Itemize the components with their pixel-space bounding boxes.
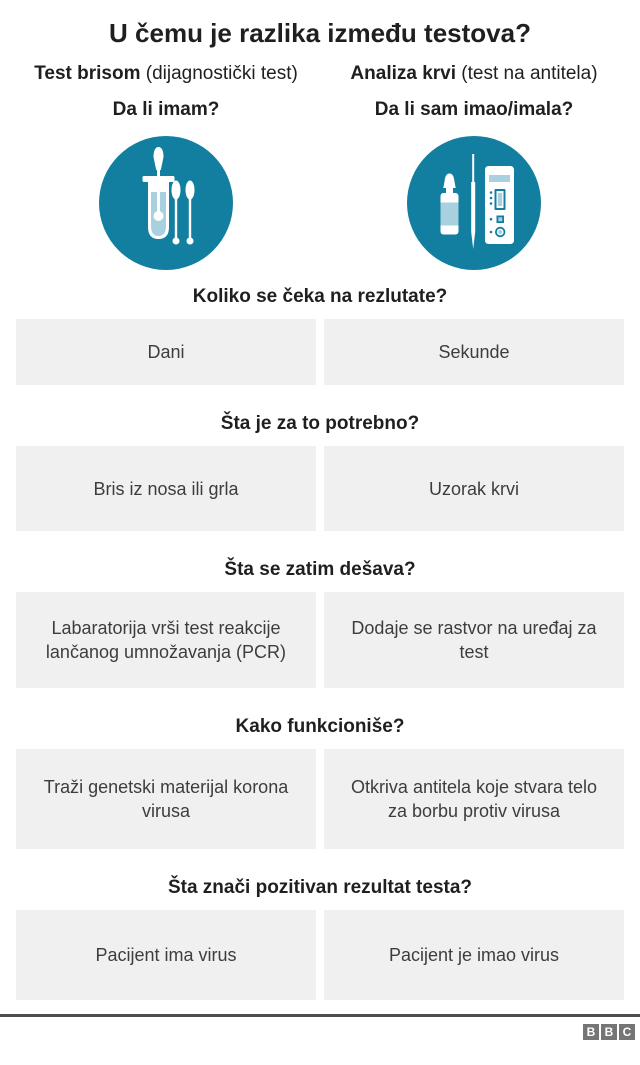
column-swab-test xyxy=(16,48,316,122)
column-blood-test xyxy=(324,48,624,122)
answer-row-positive-result xyxy=(16,910,624,1000)
section-heading-positive-result: Šta znači pozitivan rezultat testa? xyxy=(167,877,473,898)
bbc-logo-block: B xyxy=(601,1024,617,1040)
answer-cell: Pacijent je imao virus xyxy=(324,910,624,1000)
blood-antibody-test-icon xyxy=(324,136,624,270)
answer-cell: Traži genetski materijal korona virusa xyxy=(16,749,316,849)
blood-test-name-rest: (test na antitela) xyxy=(456,63,598,84)
answer-cell: Dani xyxy=(16,319,316,385)
answer-cell: Dodaje se rastvor na uređaj za test xyxy=(324,592,624,688)
answer-row-wait-time xyxy=(16,319,624,385)
answer-row-how-it-works xyxy=(16,749,624,849)
swab-test-icon xyxy=(16,136,316,270)
section-heading-how-it-works: Kako funkcioniše? xyxy=(235,716,405,737)
blood-test-name-bold: Analiza krvi xyxy=(350,63,457,84)
section-heading-wait-time: Koliko se čeka na rezlutate? xyxy=(192,286,448,307)
swab-test-name-rest: (dijagnostički test) xyxy=(140,63,298,84)
test-type-icons xyxy=(16,122,624,270)
answer-cell: Bris iz nosa ili grla xyxy=(16,446,316,531)
answer-cell: Otkriva antitela koje stvara telo za borbu protiv virusa xyxy=(324,749,624,849)
blood-test-question: Da li sam imao/imala? xyxy=(374,99,574,120)
section-heading-requirements: Šta je za to potrebno? xyxy=(220,413,420,434)
bbc-logo-block: C xyxy=(619,1024,635,1040)
swab-test-name xyxy=(16,62,316,86)
answer-cell: Uzorak krvi xyxy=(324,446,624,531)
section-heading-next-steps: Šta se zatim dešava? xyxy=(224,559,416,580)
answer-cell: Labaratorija vrši test reakcije lančanog umnožavanja (PCR) xyxy=(16,592,316,688)
answer-cell: Pacijent ima virus xyxy=(16,910,316,1000)
blood-antibody-test-icon-svg xyxy=(407,136,541,270)
test-type-headers xyxy=(16,48,624,122)
footer-divider xyxy=(0,1014,640,1017)
bbc-logo xyxy=(0,1024,635,1040)
blood-test-name xyxy=(324,62,624,86)
answer-cell: Sekunde xyxy=(324,319,624,385)
answer-row-next-steps xyxy=(16,592,624,688)
swab-test-icon-svg xyxy=(99,136,233,270)
answer-row-requirements xyxy=(16,446,624,531)
page-title: U čemu je razlika između testova? xyxy=(109,18,531,48)
swab-test-question: Da li imam? xyxy=(112,99,220,120)
swab-test-name-bold: Test brisom xyxy=(34,63,141,84)
bbc-logo-block: B xyxy=(583,1024,599,1040)
